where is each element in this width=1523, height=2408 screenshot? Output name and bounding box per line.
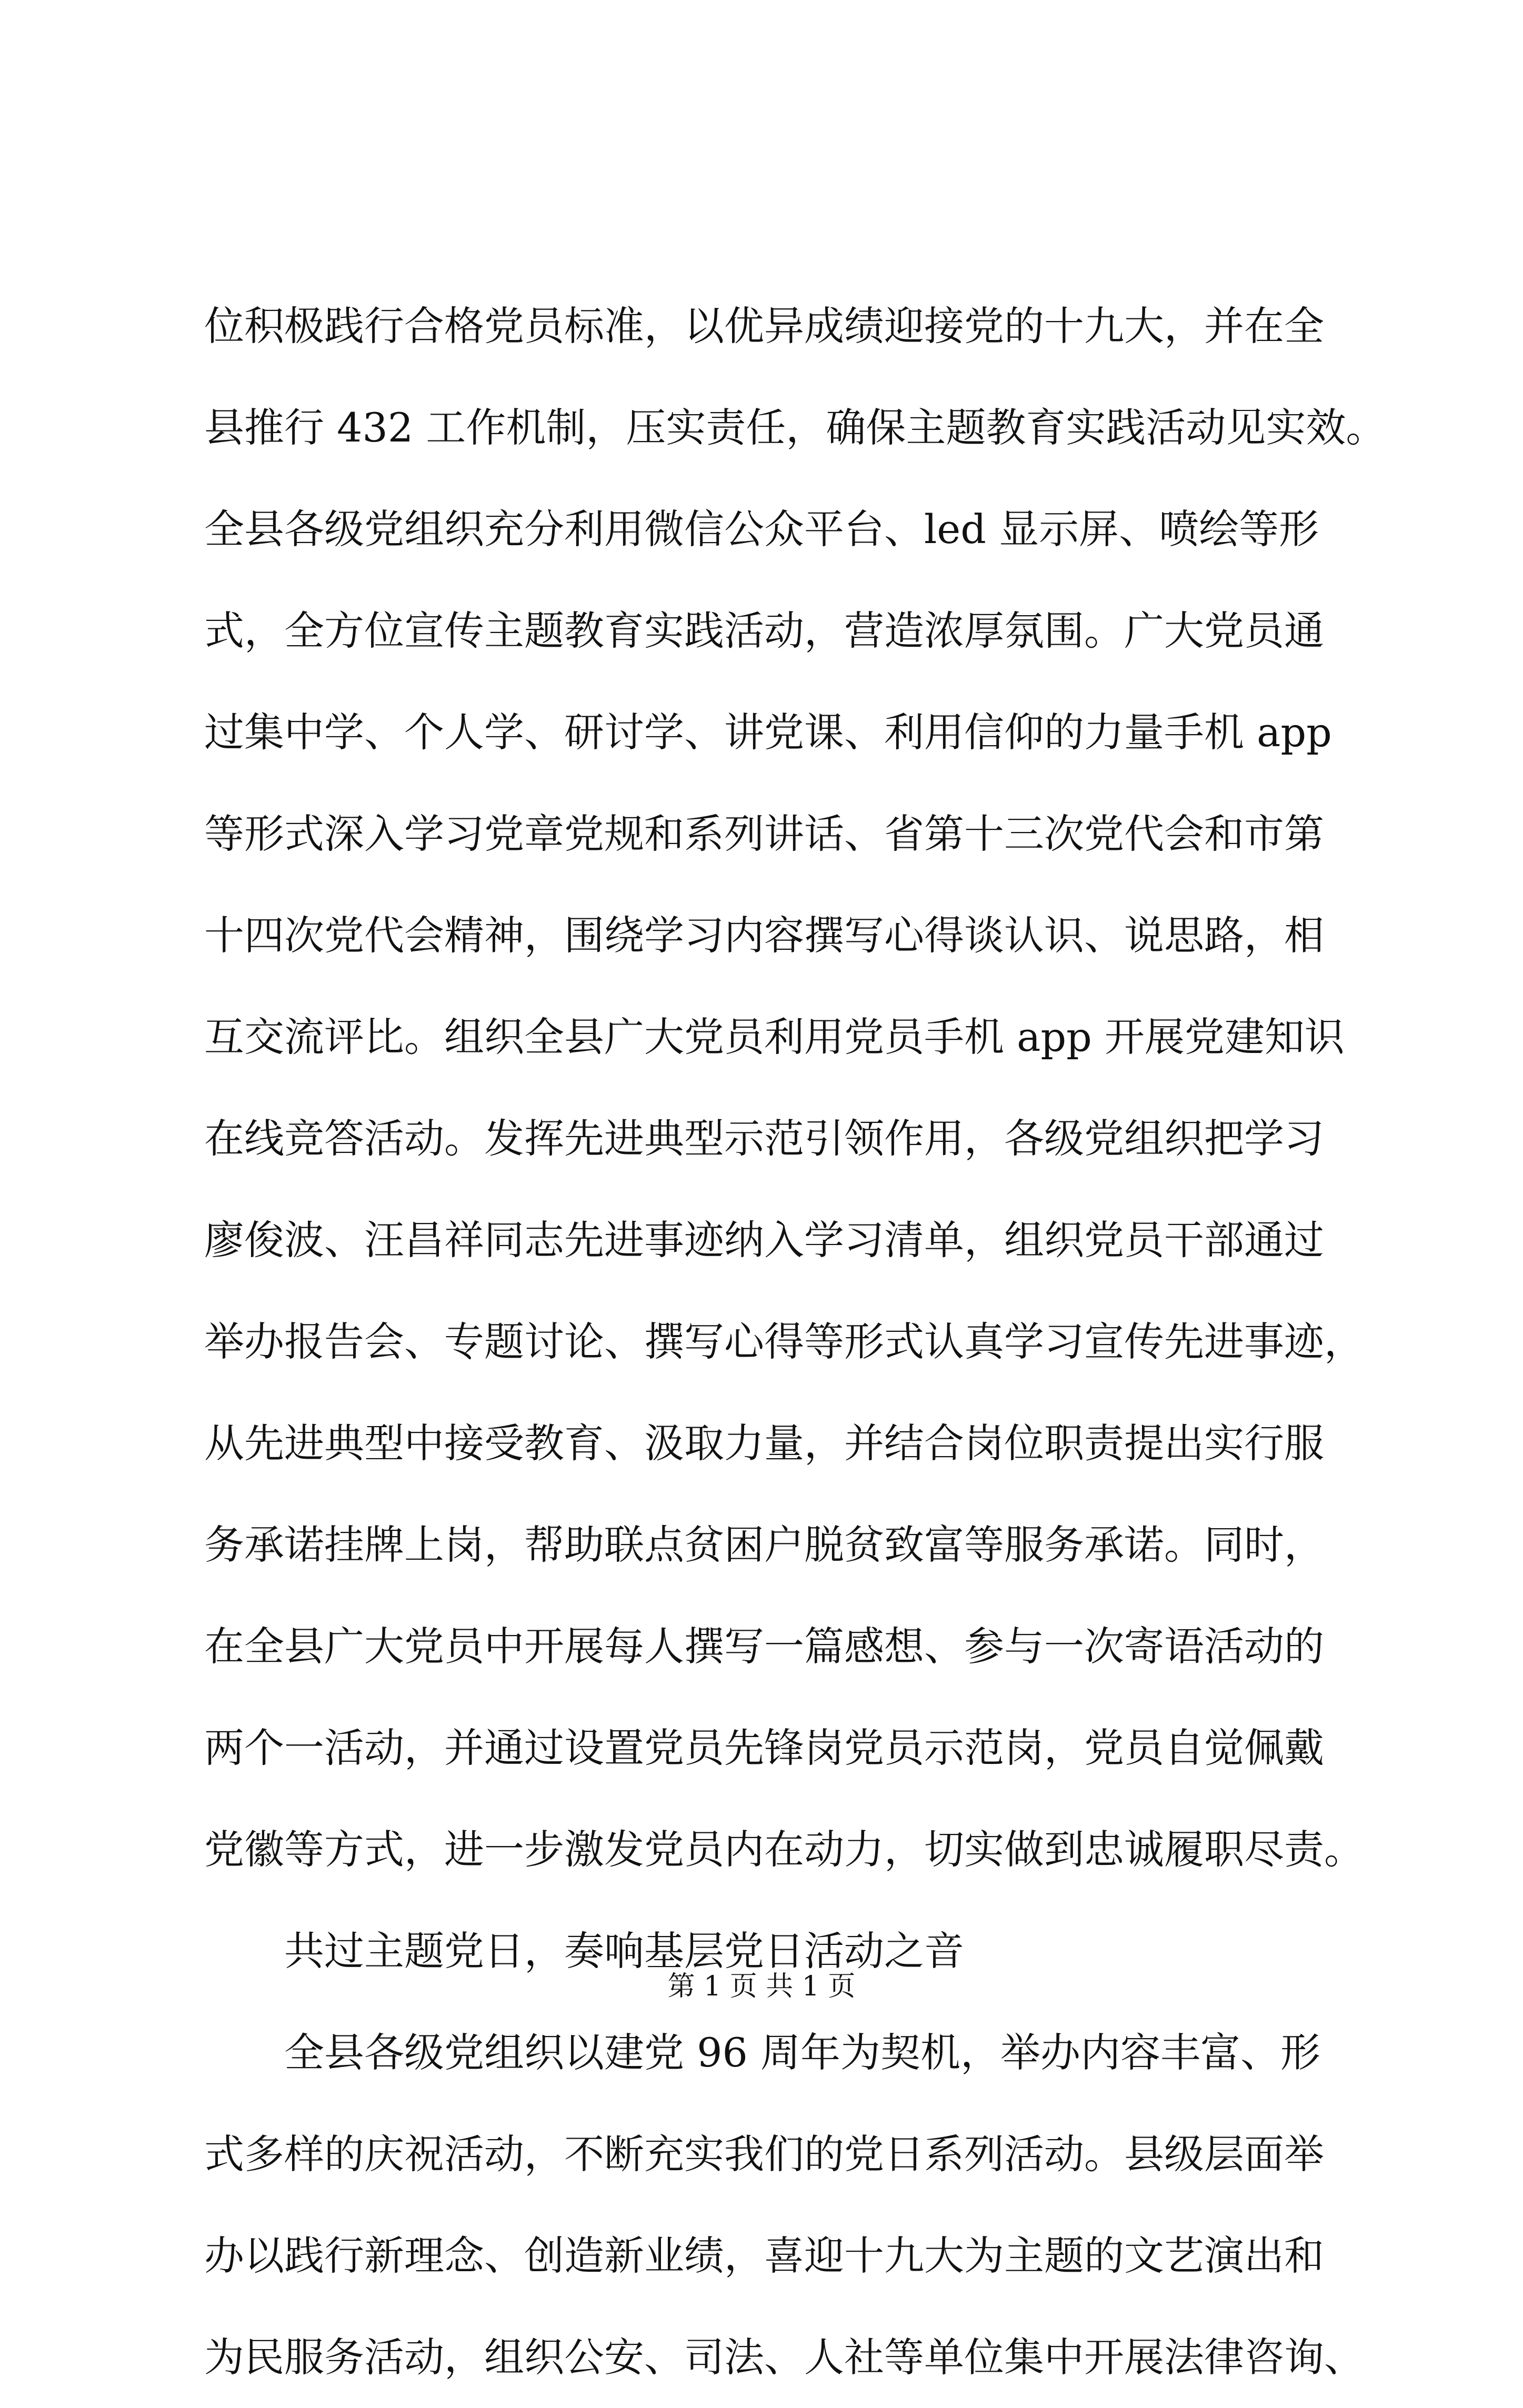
page-footer: 第 1 页 共 1 页 [667, 1971, 856, 2002]
text-line: 从先进典型中接受教育、汲取力量，并结合岗位职责提出实行服 [204, 1420, 1324, 1467]
text-line: 廖俊波、汪昌祥同志先进事迹纳入学习清单，组织党员干部通过 [204, 1217, 1324, 1263]
text-line: 全县各级党组织以建党 96 周年为契机，举办内容丰富、形 [284, 2029, 1321, 2076]
text-line: 县推行 432 工作机制，压实责任，确保主题教育实践活动见实效。 [204, 404, 1386, 451]
text-line: 十四次党代会精神，围绕学习内容撰写心得谈认识、说思路，相 [204, 912, 1324, 959]
text-line: 全县各级党组织充分利用微信公众平台、led 显示屏、喷绘等形 [204, 506, 1319, 553]
text-line: 互交流评比。组织全县广大党员利用党员手机 app 开展党建知识 [204, 1014, 1345, 1060]
text-line: 等形式深入学习党章党规和系列讲话、省第十三次党代会和市第 [204, 810, 1324, 857]
text-line: 在线竞答活动。发挥先进典型示范引领作用，各级党组织把学习 [204, 1115, 1324, 1162]
text-line: 式，全方位宣传主题教育实践活动，营造浓厚氛围。广大党员通 [204, 607, 1324, 654]
text-line: 位积极践行合格党员标准，以优异成绩迎接党的十九大，并在全 [204, 303, 1324, 349]
text-line: 过集中学、个人学、研讨学、讲党课、利用信仰的力量手机 app [204, 709, 1332, 756]
document-body [204, 275, 1386, 2408]
text-line: 党徽等方式，进一步激发党员内在动力，切实做到忠诚履职尽责。 [204, 1826, 1364, 1873]
section-heading: 共过主题党日，奏响基层党日活动之音 [284, 1928, 964, 1974]
text-line: 举办报告会、专题讨论、撰写心得等形式认真学习宣传先进事迹， [204, 1318, 1364, 1365]
text-line: 办以践行新理念、创造新业绩，喜迎十九大为主题的文艺演出和 [204, 2232, 1324, 2279]
text-line: 在全县广大党员中开展每人撰写一篇感想、参与一次寄语活动的 [204, 1623, 1324, 1670]
text-line: 两个一活动，并通过设置党员先锋岗党员示范岗，党员自觉佩戴 [204, 1724, 1324, 1771]
text-line: 务承诺挂牌上岗，帮助联点贫困户脱贫致富等服务承诺。同时， [204, 1521, 1324, 1568]
text-line: 为民服务活动，组织公安、司法、人社等单位集中开展法律咨询、 [204, 2334, 1364, 2381]
text-line: 式多样的庆祝活动，不断充实我们的党日系列活动。县级层面举 [204, 2131, 1324, 2178]
